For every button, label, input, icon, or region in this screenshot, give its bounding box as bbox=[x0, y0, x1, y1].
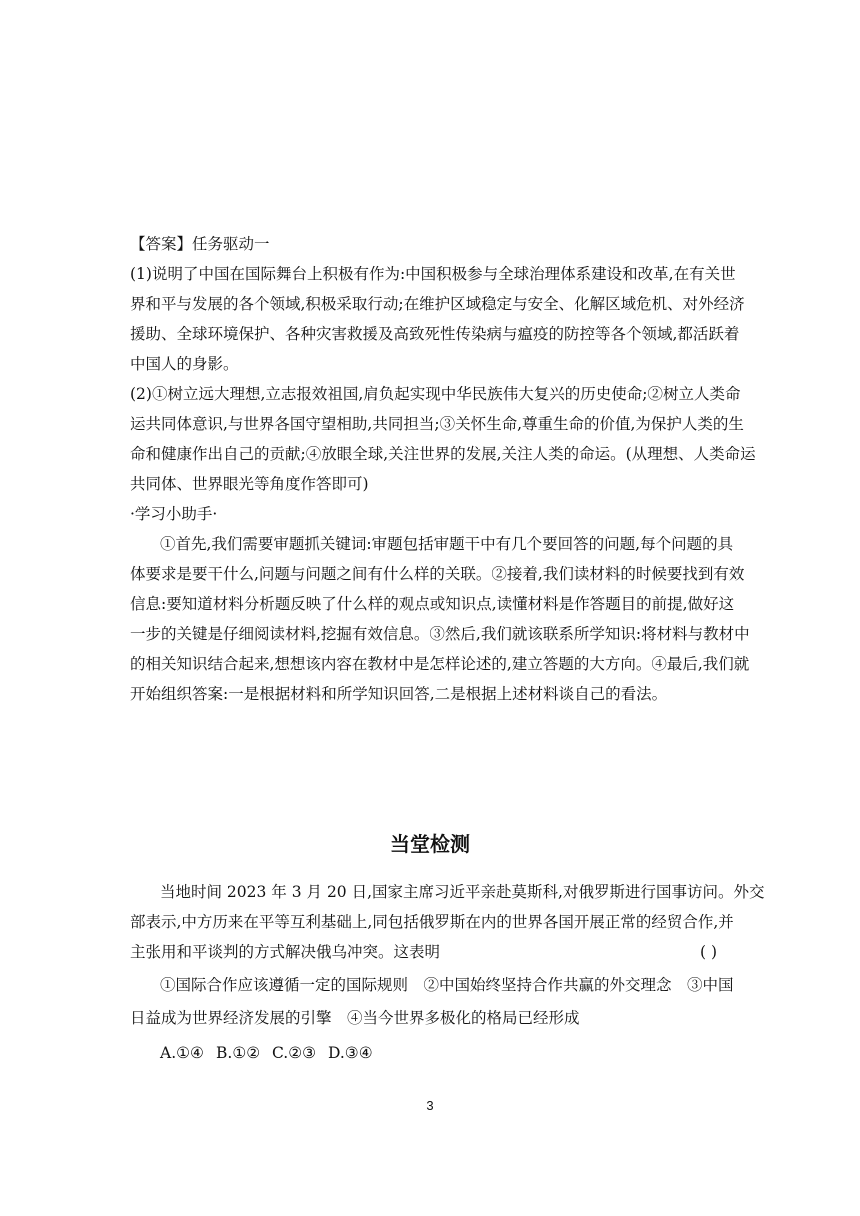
statement-line: 日益成为世界经济发展的引擎 ④当今世界多极化的格局已经形成 bbox=[130, 1009, 580, 1027]
helper-line: ①首先,我们需要审题抓关键词:审题包括审题干中有几个要回答的问题,每个问题的具 bbox=[160, 535, 734, 553]
helper-line: 一步的关键是仔细阅读材料,挖掘有效信息。③然后,我们就该联系所学知识:将材料与教材中 bbox=[130, 625, 750, 643]
helper-line: 开始组织答案:一是根据材料和所学知识回答,二是根据上述材料谈自己的看法。 bbox=[130, 685, 668, 703]
answer-part1-line: 界和平与发展的各个领域,积极采取行动;在维护区域稳定与安全、化解区域危机、对外经济 bbox=[130, 295, 745, 313]
answer-bracket: ( ) bbox=[700, 943, 718, 961]
answer-part1-line: (1)说明了中国在国际舞台上积极有作为:中国积极参与全球治理体系建设和改革,在有关世 bbox=[130, 265, 736, 283]
answer-part2-line: 运共同体意识,与世界各国守望相助,共同担当;③关怀生命,尊重生命的价值,为保护人类的生 bbox=[130, 415, 744, 433]
option-d: D.③④ bbox=[328, 1044, 373, 1062]
option-b: B.①② bbox=[216, 1044, 261, 1062]
helper-line: 信息:要知道材料分析题反映了什么样的观点或知识点,读懂材料是作答题目的前提,做好这 bbox=[130, 595, 735, 613]
section-title: 当堂检测 bbox=[390, 832, 470, 856]
helper-line: 的相关知识结合起来,想想该内容在教材中是怎样论述的,建立答题的大方向。④最后,我们就 bbox=[130, 655, 750, 673]
statement-line: ①国际合作应该遵循一定的国际规则 ②中国始终坚持合作共赢的外交理念 ③中国 bbox=[160, 976, 734, 994]
question-stem-line: 当地时间 2023 年 3 月 20 日,国家主席习近平亲赴莫斯科,对俄罗斯进行国事访问。外交 bbox=[160, 883, 765, 901]
question-stem-line: 部表示,中方历来在平等互利基础上,同包括俄罗斯在内的世界各国开展正常的经贸合作,并 bbox=[130, 913, 734, 931]
helper-heading: ·学习小助手· bbox=[130, 505, 218, 523]
option-a: A.①④ bbox=[160, 1044, 204, 1062]
answer-part1-line: 中国人的身影。 bbox=[130, 355, 239, 373]
answer-part2-line: 共同体、世界眼光等角度作答即可) bbox=[130, 475, 369, 493]
option-c: C.②③ bbox=[272, 1044, 317, 1062]
question-stem-line: 主张用和平谈判的方式解决俄乌冲突。这表明 bbox=[130, 943, 441, 961]
page-number: 3 bbox=[426, 1098, 434, 1113]
answer-part1-line: 援助、全球环境保护、各种灾害救援及高致死性传染病与瘟疫的防控等各个领域,都活跃着 bbox=[130, 325, 740, 343]
helper-line: 体要求是要干什么,问题与问题之间有什么样的关联。②接着,我们读材料的时候要找到有效 bbox=[130, 565, 745, 583]
answer-part2-line: 命和健康作出自己的贡献;④放眼全球,关注世界的发展,关注人类的命运。(从理想、人类命运 bbox=[130, 445, 756, 463]
answer-heading: 【答案】任务驱动一 bbox=[130, 235, 270, 253]
answer-part2-line: (2)①树立远大理想,立志报效祖国,肩负起实现中华民族伟大复兴的历史使命;②树立人类命 bbox=[130, 385, 741, 403]
